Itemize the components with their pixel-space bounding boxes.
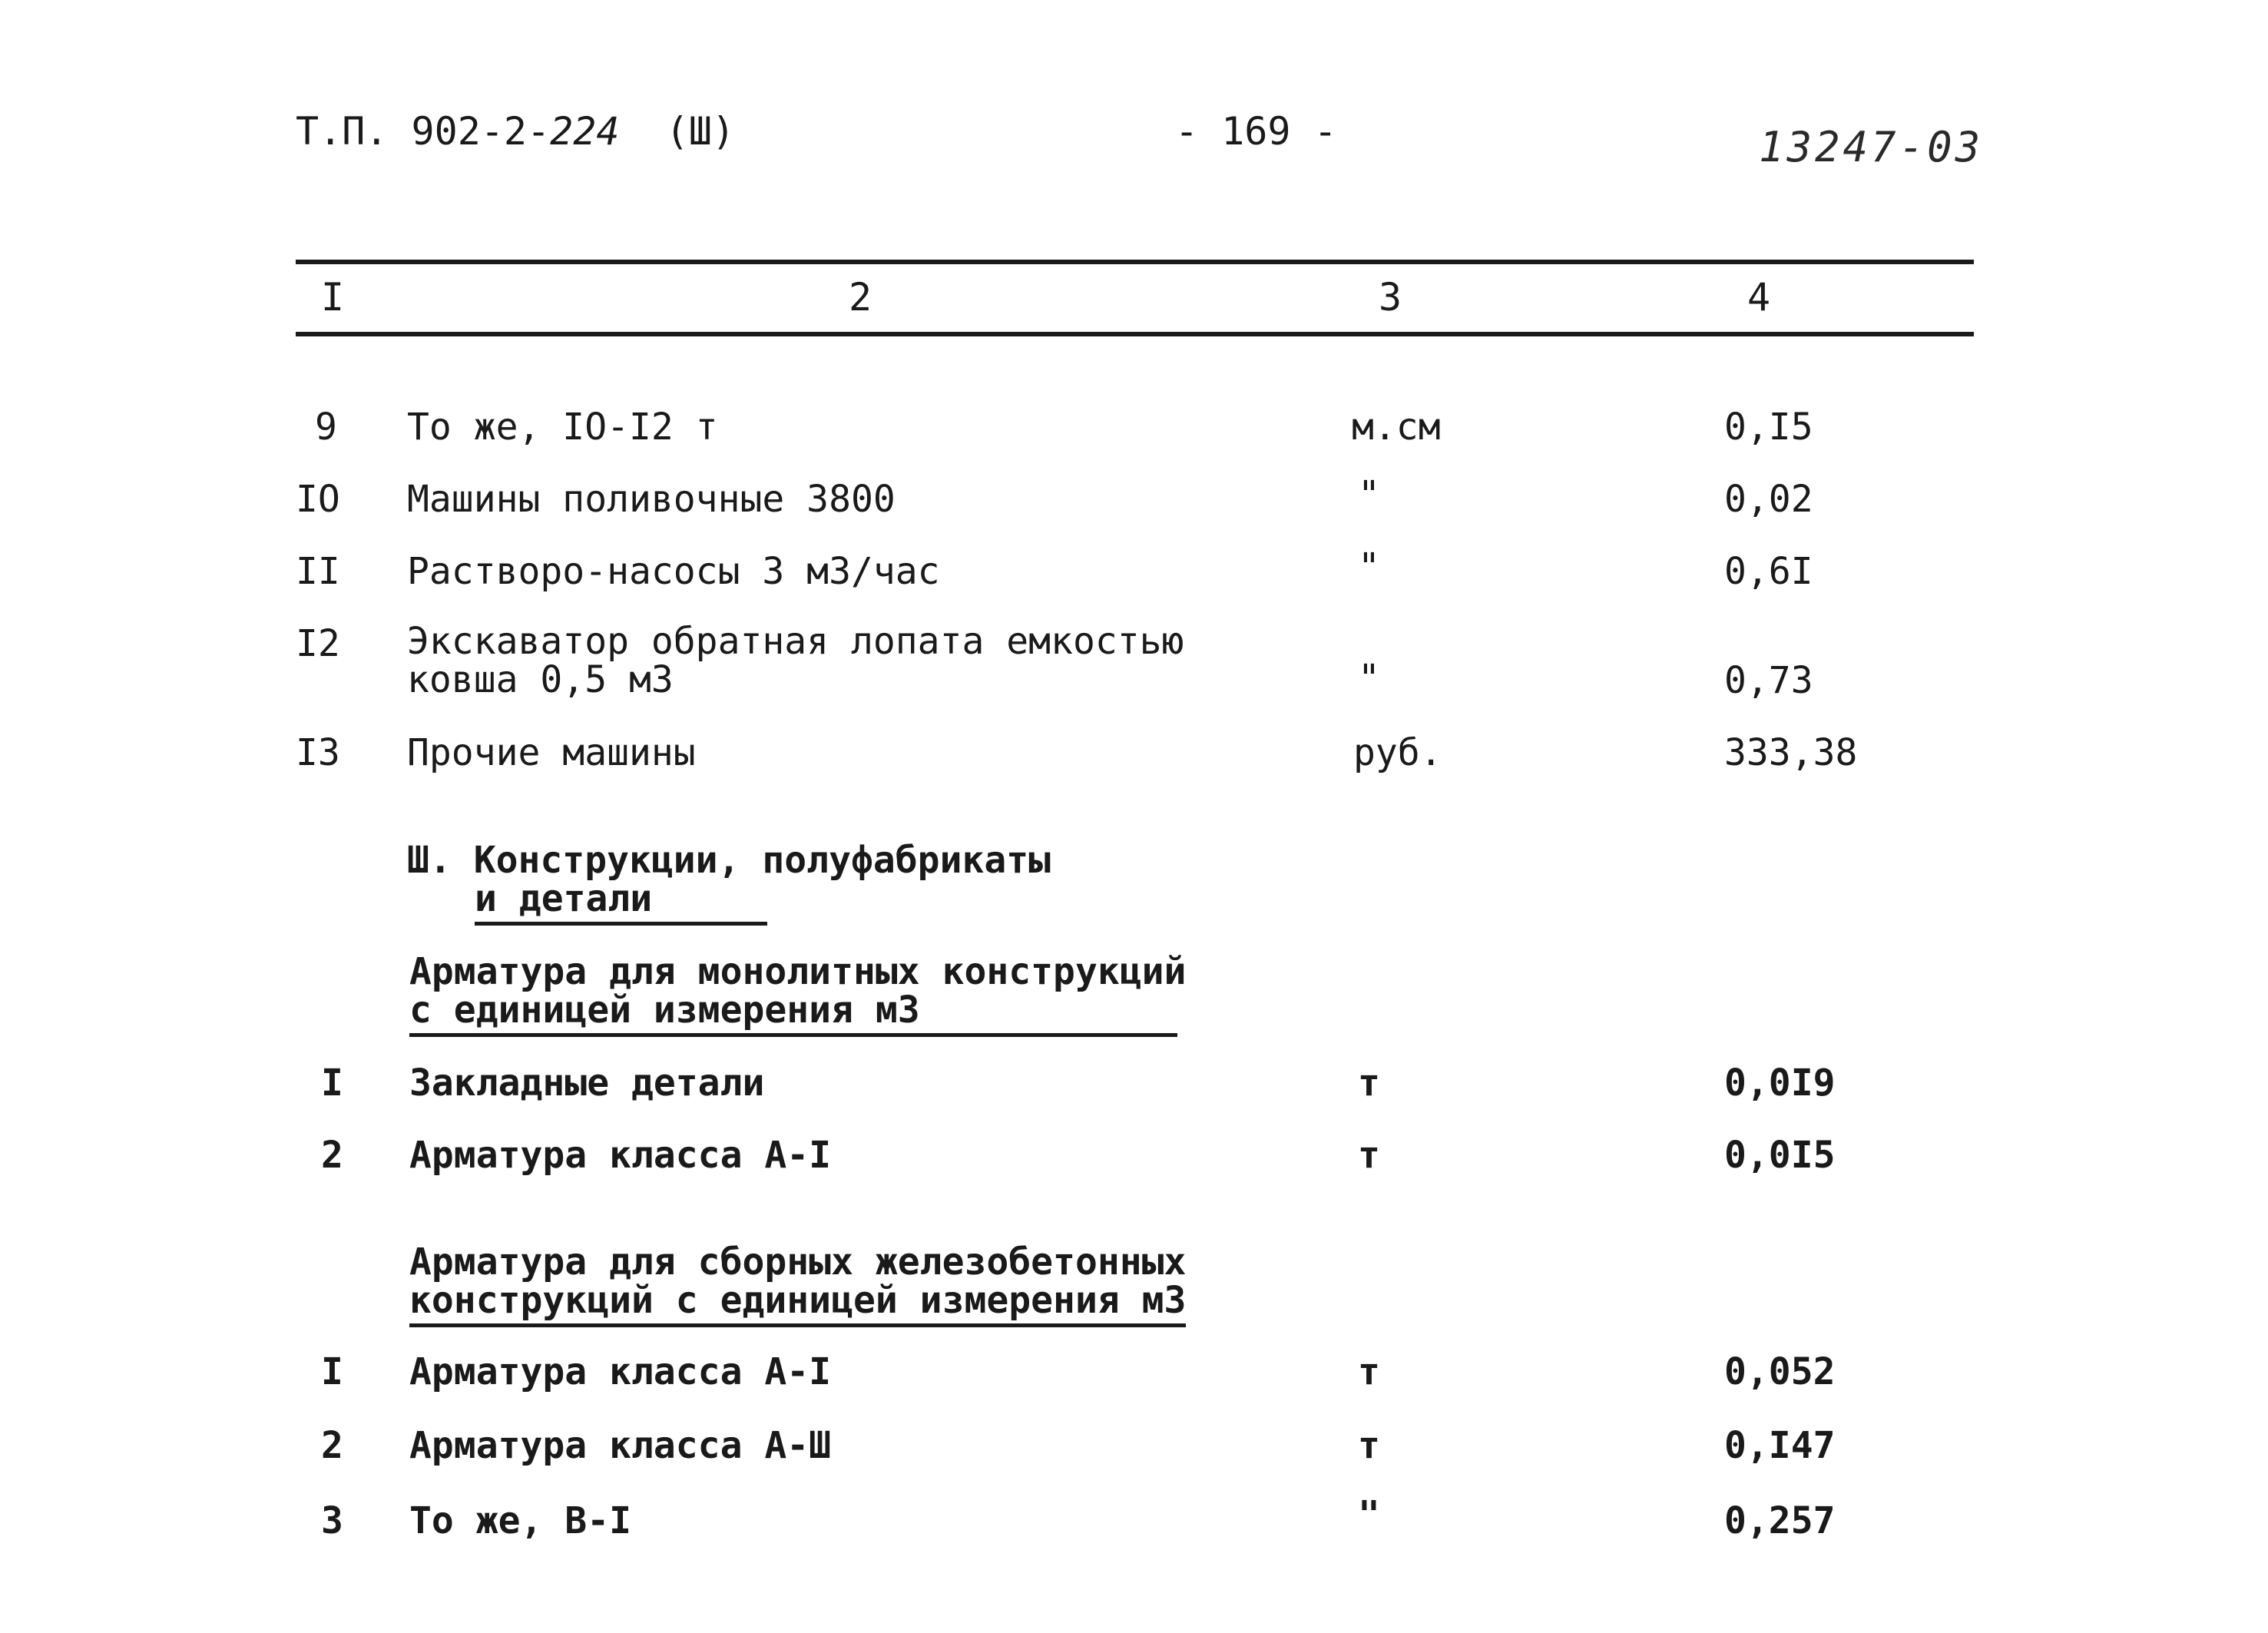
row-value: 0,257	[1724, 1499, 1836, 1542]
row-number: 3	[321, 1499, 343, 1542]
group-title-line2-wrap	[409, 989, 1186, 1032]
document-code-suffix: (Ш)	[665, 109, 735, 154]
section-title	[407, 841, 1051, 918]
row-value: 0,6I	[1724, 550, 1813, 593]
row-value: 0,I47	[1724, 1424, 1836, 1467]
row-unit: т	[1358, 1062, 1380, 1105]
group-title	[409, 950, 1187, 1032]
row-unit: т	[1358, 1350, 1380, 1393]
row-number: 2	[321, 1134, 343, 1177]
row-value: 0,I5	[1724, 406, 1813, 449]
row-number: I	[321, 1062, 343, 1105]
row-name	[407, 622, 1184, 699]
row-number: I3	[296, 731, 340, 774]
row-number: 2	[321, 1424, 343, 1467]
row-unit: "	[1358, 657, 1380, 700]
group-title-line2: с единицей измерения м3	[409, 989, 1177, 1037]
row-name: То же, В-I	[409, 1499, 631, 1542]
row-unit: "	[1358, 1493, 1380, 1536]
group-title-line2: конструкций с единицей измерения м3	[409, 1279, 1186, 1327]
archive-number: 13247-03	[1759, 123, 1984, 171]
row-name: Арматура класса А-Ш	[409, 1424, 832, 1467]
row-unit: м.см	[1352, 406, 1441, 449]
section-title-line2: и детали	[475, 877, 767, 926]
row-value: 0,0I5	[1724, 1134, 1836, 1177]
document-code-handwritten: 224	[550, 109, 620, 154]
row-name: Растворо-насосы 3 м3/час	[407, 550, 940, 593]
row-value: 0,0I9	[1724, 1062, 1836, 1105]
group-title-line1: Арматура для сборных железобетонных	[409, 1240, 1187, 1284]
group-title-line1: Арматура для монолитных конструкций	[409, 950, 1187, 993]
row-unit: "	[1358, 473, 1380, 516]
row-name-line2: ковша 0,5 м3	[407, 658, 674, 701]
column-header-3: 3	[1379, 275, 1402, 320]
row-name: Прочие машины	[407, 731, 696, 774]
document-code-prefix: Т.П. 902-2-	[296, 109, 551, 154]
column-header-2: 2	[849, 275, 872, 320]
row-number: I	[321, 1350, 343, 1393]
row-name: Арматура класса А-I	[409, 1134, 832, 1177]
row-value: 333,38	[1724, 731, 1858, 774]
row-name: Машины поливочные 3800	[407, 478, 896, 521]
row-number: IO	[296, 478, 340, 521]
column-header-1: I	[321, 275, 345, 320]
page-number: - 169 -	[1175, 109, 1337, 154]
row-name: Арматура класса А-I	[409, 1350, 832, 1393]
row-unit: т	[1358, 1134, 1380, 1177]
row-value: 0,02	[1724, 478, 1813, 521]
row-number: II	[296, 550, 340, 593]
row-unit: руб.	[1353, 731, 1442, 774]
row-unit: "	[1358, 545, 1380, 588]
group-title-line2-wrap	[409, 1281, 1186, 1320]
row-name: Закладные детали	[409, 1062, 765, 1105]
row-name-line1: Экскаватор обратная лопата емкостью	[407, 620, 1184, 663]
document-code	[296, 109, 735, 154]
row-number: 9	[315, 406, 337, 449]
row-value: 0,73	[1724, 659, 1813, 702]
row-number: I2	[296, 622, 340, 665]
section-title-line1: Ш. Конструкции, полуфабрикаты	[407, 839, 1051, 882]
section-title-line2-wrap	[407, 879, 1051, 918]
table-header-rule	[296, 332, 1974, 336]
row-unit: т	[1358, 1424, 1380, 1467]
row-value: 0,052	[1724, 1350, 1836, 1393]
row-name: То же, IO-I2 т	[407, 406, 718, 449]
table-top-rule	[296, 260, 1974, 264]
group-title	[409, 1240, 1187, 1322]
column-header-4: 4	[1747, 275, 1771, 320]
